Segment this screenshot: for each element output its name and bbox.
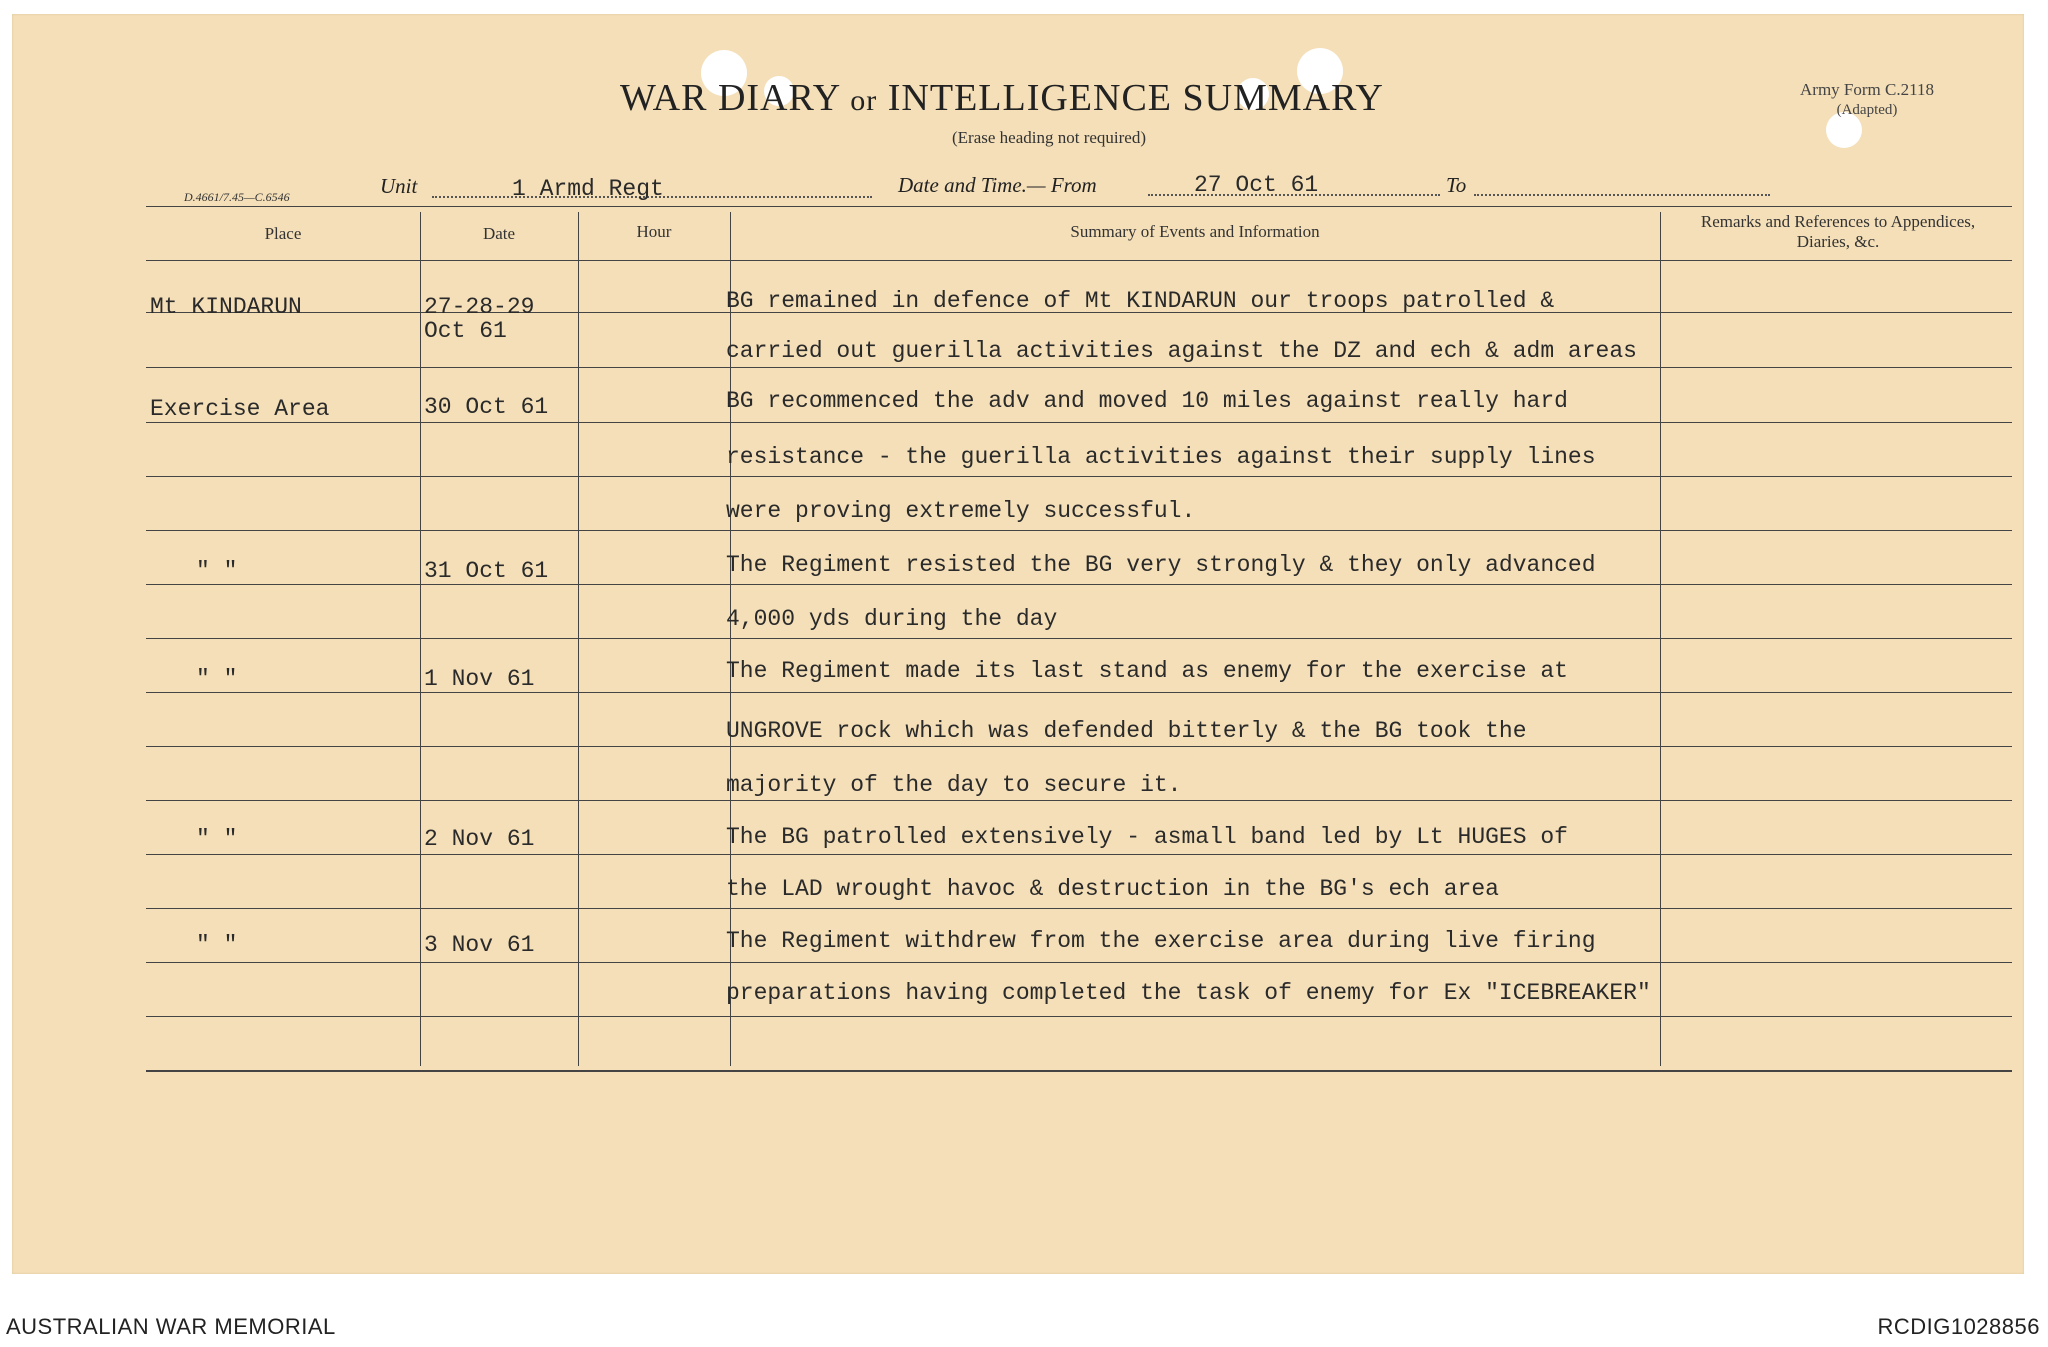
column-divider <box>1660 212 1661 1066</box>
entry-summary: were proving extremely successful. <box>726 498 1196 524</box>
row-rule <box>146 692 2012 693</box>
entry-date: 31 Oct 61 <box>424 558 549 584</box>
title-war-diary: WAR DIARY <box>620 77 840 119</box>
army-form-label <box>1800 80 1934 120</box>
entry-summary: majority of the day to secure it. <box>726 772 1182 798</box>
war-diary-page <box>12 14 2024 1274</box>
entry-summary: preparations having completed the task of enemy for Ex "ICEBREAKER" <box>726 980 1651 1006</box>
entry-summary: carried out guerilla activities against the DZ and ech & adm areas <box>726 338 1637 364</box>
row-rule <box>146 746 2012 747</box>
datetime-label: Date and Time.— From <box>898 173 1097 197</box>
entry-date: 27-28-29 <box>424 294 535 320</box>
column-header-hour: Hour <box>636 222 672 241</box>
row-rule <box>146 422 2012 423</box>
unit-label: Unit <box>380 174 418 198</box>
row-rule <box>146 638 2012 639</box>
row-rule <box>146 962 2012 963</box>
entry-place: " " <box>196 826 238 852</box>
row-rule <box>146 260 2012 261</box>
footer-id: RCDIG1028856 <box>1877 1314 2040 1339</box>
entry-summary: resistance - the guerilla activities against their supply lines <box>726 444 1596 470</box>
entry-summary: 4,000 yds during the day <box>726 606 1058 632</box>
entry-date: 3 Nov 61 <box>424 932 535 958</box>
entry-summary: BG remained in defence of Mt KINDARUN our troops patrolled & <box>726 288 1555 314</box>
title-or: or <box>850 84 878 117</box>
entry-place: Mt KINDARUN <box>150 294 302 320</box>
column-header-date: Date <box>482 224 516 243</box>
entry-place: Exercise Area <box>150 396 330 422</box>
column-divider <box>578 212 579 1066</box>
entry-place: " " <box>196 558 238 584</box>
column-divider <box>420 212 421 1066</box>
entry-summary: BG recommenced the adv and moved 10 miles against really hard <box>726 388 1568 414</box>
row-rule <box>146 476 2012 477</box>
row-rule <box>146 584 2012 585</box>
table-bottom-rule <box>146 1070 2012 1072</box>
page-title <box>620 76 1520 120</box>
row-rule <box>146 908 2012 909</box>
entry-date: Oct 61 <box>424 318 507 344</box>
unit-value: 1 Armd Regt <box>512 176 664 202</box>
to-dotline <box>1474 194 1770 196</box>
entry-summary: The Regiment resisted the BG very strongly & they only advanced <box>726 552 1596 578</box>
column-header-remarks: Remarks and References to Appendices, Diaries, &c. <box>1700 212 1976 251</box>
entry-summary: UNGROVE rock which was defended bitterly & the BG took the <box>726 718 1527 744</box>
footer-source: AUSTRALIAN WAR MEMORIAL <box>6 1314 336 1339</box>
row-rule <box>146 530 2012 531</box>
row-rule <box>146 854 2012 855</box>
column-header-summary: Summary of Events and Information <box>1070 222 1320 241</box>
entry-summary: The BG patrolled extensively - asmall band led by Lt HUGES of <box>726 824 1568 850</box>
army-form-note: (Adapted) <box>1836 102 1898 118</box>
column-header-place: Place <box>264 224 302 243</box>
form-code: D.4661/7.45—C.6546 <box>184 190 290 204</box>
row-rule <box>146 367 2012 368</box>
table-top-rule <box>146 206 2012 207</box>
title-intelligence-summary: INTELLIGENCE SUMMARY <box>887 77 1384 119</box>
to-label: To <box>1446 173 1467 197</box>
entry-summary: The Regiment made its last stand as enemy for the exercise at <box>726 658 1568 684</box>
entry-date: 30 Oct 61 <box>424 394 549 420</box>
row-rule <box>146 1016 2012 1017</box>
subtitle: (Erase heading not required) <box>952 128 1146 147</box>
entry-place: " " <box>196 932 238 958</box>
entry-place: " " <box>196 666 238 692</box>
entry-summary: The Regiment withdrew from the exercise area during live firing <box>726 928 1596 954</box>
entry-summary: the LAD wrought havoc & destruction in the BG's ech area <box>726 876 1499 902</box>
from-value: 27 Oct 61 <box>1194 172 1319 198</box>
entry-date: 1 Nov 61 <box>424 666 535 692</box>
army-form-number: Army Form C.2118 <box>1800 80 1934 99</box>
entry-date: 2 Nov 61 <box>424 826 535 852</box>
row-rule <box>146 800 2012 801</box>
